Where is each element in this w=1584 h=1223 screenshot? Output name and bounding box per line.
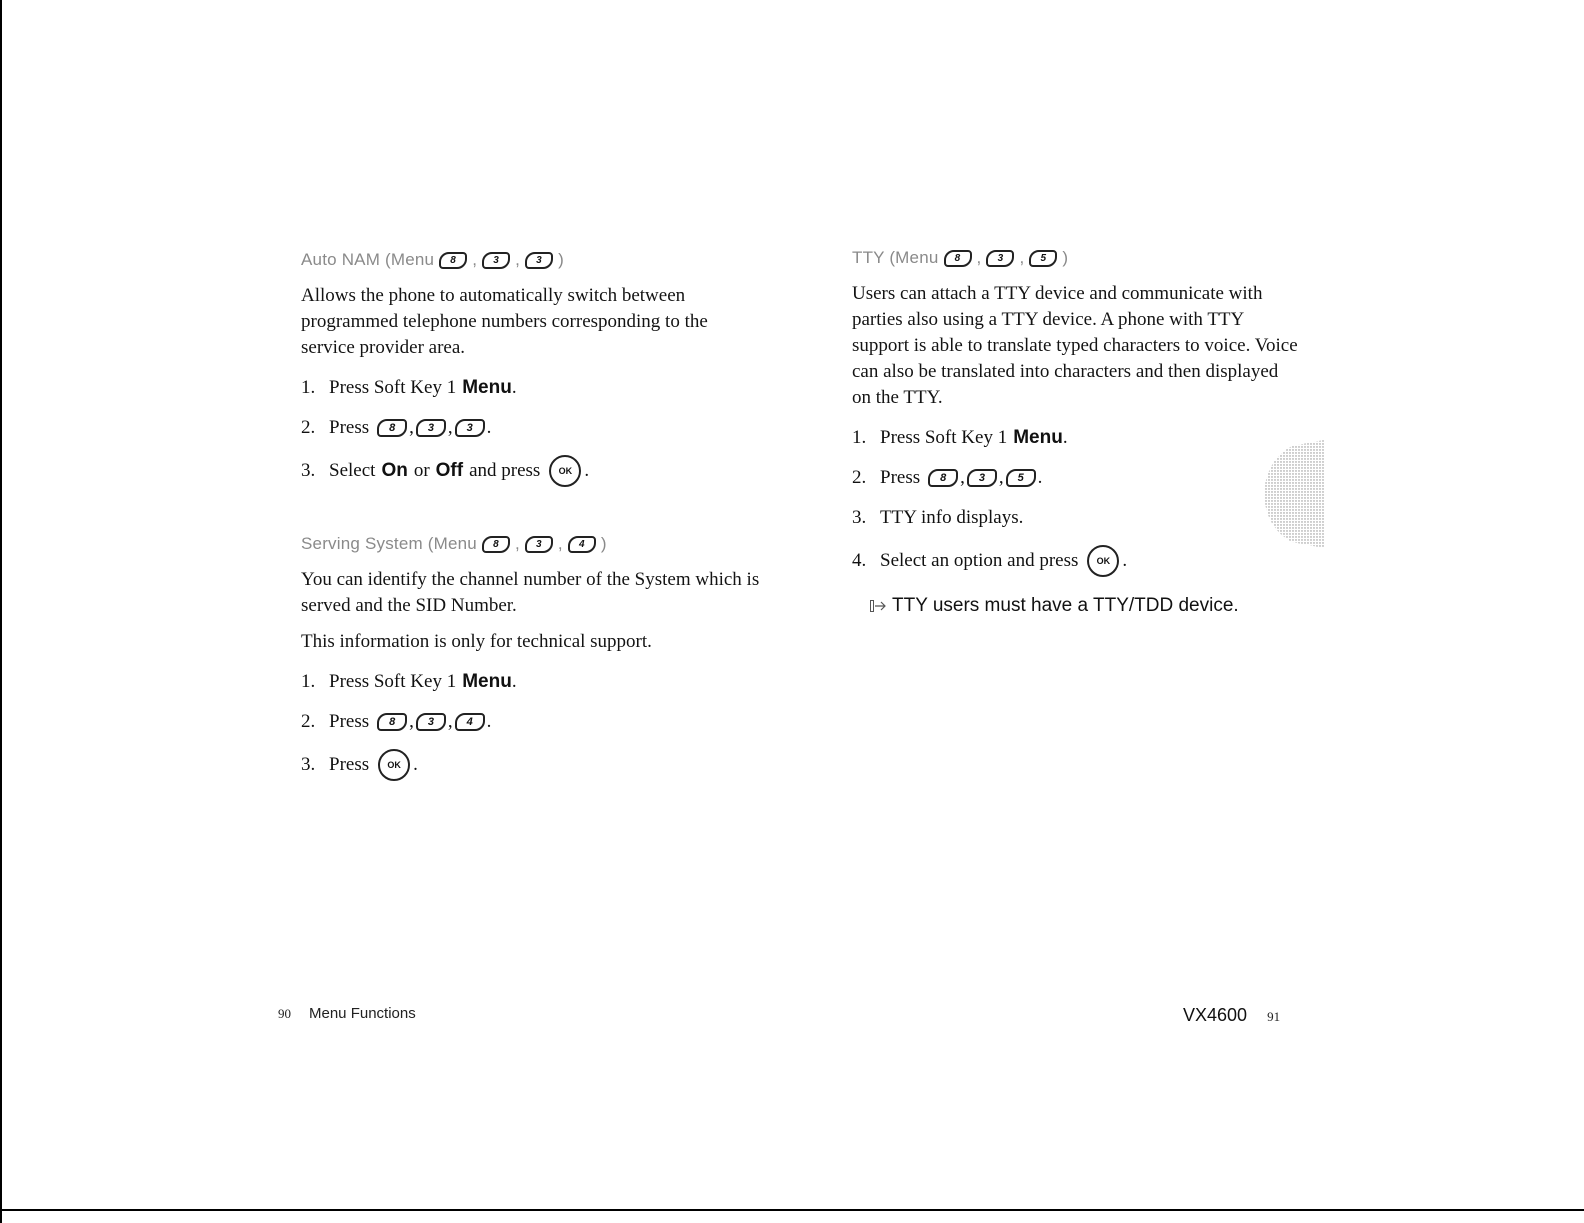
- menu-label: Menu: [462, 671, 512, 692]
- serving-system-heading: Serving System (Menu 8 , 3 , 4 ): [301, 534, 607, 553]
- key-8-icon: 8: [482, 536, 510, 553]
- ok-key-icon: OK: [1087, 545, 1119, 577]
- key-5-icon: 5: [1006, 469, 1036, 487]
- tty-section: [852, 245, 1302, 617]
- key-8-icon: 8: [377, 713, 407, 731]
- on-option-label: On: [381, 460, 408, 481]
- footer-model-name: VX4600: [1183, 1005, 1248, 1025]
- key-3-icon: 3: [416, 419, 446, 437]
- step-number: 2.: [301, 417, 316, 438]
- footer-left: [278, 1005, 416, 1022]
- step-number: 3.: [301, 460, 316, 481]
- auto-nam-description: Allows the phone to automatically switch between programmed telephone numbers corresponding to the service provider area.: [301, 285, 708, 358]
- step-number: 3.: [301, 754, 316, 775]
- key-8-icon: 8: [944, 250, 972, 267]
- off-option-label: Off: [435, 460, 464, 481]
- serving-system-note: This information is only for technical support.: [301, 631, 652, 652]
- step-text: TTY info displays.: [880, 507, 1024, 528]
- auto-nam-step-2: 2. Press 8 , 3 , 3 .: [301, 415, 761, 441]
- ok-key-icon: OK: [549, 455, 581, 487]
- left-page-column: [301, 247, 761, 781]
- tty-step-4: 4. Select an option and press OK .: [852, 545, 1302, 577]
- tty-description: Users can attach a TTY device and communicate with parties also using a TTY device. A phone with TTY support is able to translate typed characters to voice. Voice can also be translated into characters and then displayed on the TTY.: [852, 283, 1298, 408]
- key-8-icon: 8: [928, 469, 958, 487]
- serving-system-step-3: 3. Press OK .: [301, 749, 761, 781]
- key-3-icon: 3: [525, 252, 553, 269]
- step-text: Press Soft Key 1: [880, 427, 1008, 448]
- ok-key-icon: OK: [378, 749, 410, 781]
- tty-note-text: TTY users must have a TTY/TDD device.: [892, 595, 1239, 616]
- step-text: Select: [329, 460, 376, 481]
- serving-system-description: You can identify the channel number of the System which is served and the SID Number.: [301, 569, 760, 616]
- page-number-left: 90: [278, 1006, 291, 1021]
- key-3-icon: 3: [967, 469, 997, 487]
- page-number-right: 91: [1267, 1009, 1281, 1024]
- tty-step-2: 2. Press 8 , 3 , 5 .: [852, 465, 1302, 491]
- step-text: Press: [329, 754, 370, 775]
- note-pointer-icon: [870, 600, 886, 612]
- tty-heading-text: TTY (Menu: [852, 248, 939, 267]
- key-5-icon: 5: [1029, 250, 1057, 267]
- right-page-column: [852, 245, 1302, 617]
- scan-edge-left: [0, 0, 2, 1223]
- key-4-icon: 4: [455, 713, 485, 731]
- key-3-icon: 3: [416, 713, 446, 731]
- key-3-icon: 3: [455, 419, 485, 437]
- serving-system-step-1: 1. Press Soft Key 1 Menu .: [301, 669, 761, 695]
- auto-nam-heading: Auto NAM (Menu 8 , 3 , 3 ): [301, 250, 564, 269]
- step-text: Select an option and press: [880, 550, 1079, 571]
- step-text: Press: [880, 467, 921, 488]
- serving-system-step-2: 2. Press 8 , 3 , 4 .: [301, 709, 761, 735]
- tty-step-3: [852, 505, 1302, 531]
- step-number: 1.: [301, 671, 316, 692]
- footer-section-title: Menu Functions: [309, 1005, 416, 1022]
- step-text: Press Soft Key 1: [329, 377, 457, 398]
- serving-system-heading-text: Serving System (Menu: [301, 534, 477, 553]
- key-8-icon: 8: [377, 419, 407, 437]
- key-3-icon: 3: [986, 250, 1014, 267]
- footer-right: [1183, 1005, 1280, 1026]
- halftone-seal-icon: [1262, 440, 1324, 548]
- auto-nam-step-1: 1. Press Soft Key 1 Menu .: [301, 375, 761, 401]
- tty-note: [852, 595, 1302, 617]
- step-number: 4.: [852, 550, 867, 571]
- key-3-icon: 3: [525, 536, 553, 553]
- menu-label: Menu: [462, 377, 512, 398]
- step-number: 2.: [301, 711, 316, 732]
- key-8-icon: 8: [439, 252, 467, 269]
- step-text: Press: [329, 711, 370, 732]
- key-4-icon: 4: [568, 536, 596, 553]
- step-text: Press: [329, 417, 370, 438]
- serving-system-section: [301, 531, 761, 781]
- auto-nam-section: [301, 247, 761, 487]
- tty-step-1: 1. Press Soft Key 1 Menu .: [852, 425, 1302, 451]
- step-text: Press Soft Key 1: [329, 671, 457, 692]
- step-number: 1.: [301, 377, 316, 398]
- auto-nam-heading-text: Auto NAM (Menu: [301, 250, 435, 269]
- step-number: 3.: [852, 507, 867, 528]
- auto-nam-step-3: 3. Select On or Off and press OK .: [301, 455, 761, 487]
- menu-label: Menu: [1013, 427, 1063, 448]
- tty-heading: TTY (Menu 8 , 3 , 5 ): [852, 248, 1069, 267]
- step-number: 2.: [852, 467, 867, 488]
- key-3-icon: 3: [482, 252, 510, 269]
- step-number: 1.: [852, 427, 867, 448]
- scan-edge-bottom: [0, 1209, 1584, 1211]
